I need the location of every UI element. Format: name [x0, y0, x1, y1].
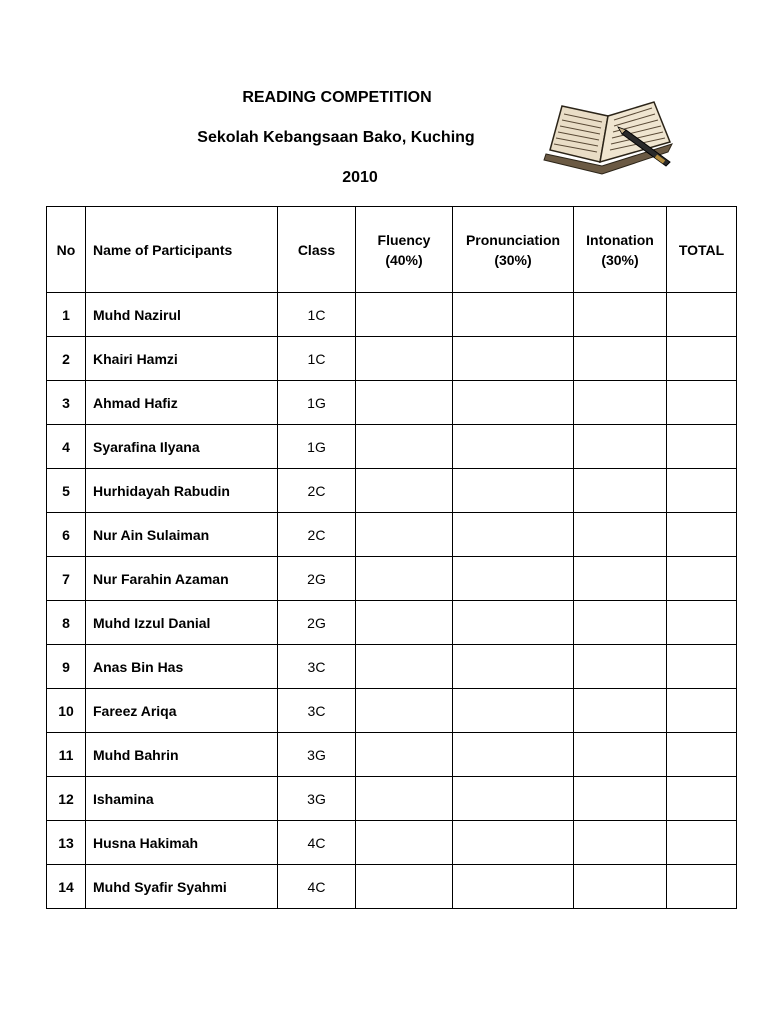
row-number: 4	[47, 425, 86, 469]
participant-name: Muhd Syafir Syahmi	[86, 865, 278, 909]
pronunciation-weight: (30%)	[494, 251, 532, 268]
total-score-cell	[667, 601, 737, 645]
participant-class: 2C	[278, 513, 356, 557]
participant-class: 3C	[278, 645, 356, 689]
column-header-pronunciation	[453, 207, 574, 293]
fluency-weight: (40%)	[385, 251, 423, 268]
participant-name: Ahmad Hafiz	[86, 381, 278, 425]
participant-name: Husna Hakimah	[86, 821, 278, 865]
participant-name: Hurhidayah Rabudin	[86, 469, 278, 513]
row-number: 6	[47, 513, 86, 557]
participant-name: Muhd Nazirul	[86, 293, 278, 337]
row-number: 14	[47, 865, 86, 909]
row-number: 3	[47, 381, 86, 425]
column-header-name: Name of Participants	[86, 207, 278, 293]
table-row	[47, 293, 737, 337]
column-header-fluency	[356, 207, 453, 293]
competition-year: 2010	[342, 169, 378, 186]
intonation-score-cell	[574, 645, 667, 689]
intonation-weight: (30%)	[601, 251, 639, 268]
score-sheet-table	[46, 206, 737, 909]
participant-name: Nur Farahin Azaman	[86, 557, 278, 601]
pronunciation-score-cell	[453, 733, 574, 777]
total-score-cell	[667, 513, 737, 557]
participant-class: 4C	[278, 865, 356, 909]
intonation-score-cell	[574, 689, 667, 733]
pronunciation-score-cell	[453, 425, 574, 469]
fluency-score-cell	[356, 381, 453, 425]
pronunciation-score-cell	[453, 337, 574, 381]
intonation-score-cell	[574, 777, 667, 821]
row-number: 7	[47, 557, 86, 601]
total-score-cell	[667, 381, 737, 425]
row-number: 10	[47, 689, 86, 733]
table-header-row	[47, 207, 737, 293]
table-row	[47, 425, 737, 469]
participant-name: Khairi Hamzi	[86, 337, 278, 381]
table-row	[47, 821, 737, 865]
table-row	[47, 381, 737, 425]
column-header-class: Class	[278, 207, 356, 293]
row-number: 1	[47, 293, 86, 337]
participant-name: Syarafina Ilyana	[86, 425, 278, 469]
participant-name: Ishamina	[86, 777, 278, 821]
participant-class: 3G	[278, 733, 356, 777]
pronunciation-label: Pronunciation	[465, 231, 561, 248]
pronunciation-score-cell	[453, 821, 574, 865]
intonation-score-cell	[574, 293, 667, 337]
total-score-cell	[667, 293, 737, 337]
open-book-illustration	[542, 96, 678, 176]
row-number: 2	[47, 337, 86, 381]
school-name: Sekolah Kebangsaan Bako, Kuching	[197, 129, 475, 146]
intonation-score-cell	[574, 557, 667, 601]
table-row	[47, 601, 737, 645]
total-score-cell	[667, 425, 737, 469]
column-header-intonation	[574, 207, 667, 293]
fluency-score-cell	[356, 425, 453, 469]
fluency-score-cell	[356, 513, 453, 557]
row-number: 12	[47, 777, 86, 821]
column-header-total: TOTAL	[667, 207, 737, 293]
fluency-score-cell	[356, 865, 453, 909]
table-row	[47, 645, 737, 689]
fluency-score-cell	[356, 469, 453, 513]
participant-name: Muhd Izzul Danial	[86, 601, 278, 645]
intonation-label: Intonation	[586, 231, 654, 248]
pronunciation-score-cell	[453, 381, 574, 425]
participant-class: 4C	[278, 821, 356, 865]
participant-name: Fareez Ariqa	[86, 689, 278, 733]
fluency-score-cell	[356, 293, 453, 337]
row-number: 13	[47, 821, 86, 865]
total-score-cell	[667, 557, 737, 601]
participant-class: 3G	[278, 777, 356, 821]
table-row	[47, 513, 737, 557]
pronunciation-score-cell	[453, 777, 574, 821]
column-header-no: No	[47, 207, 86, 293]
pronunciation-score-cell	[453, 469, 574, 513]
participant-class: 2G	[278, 601, 356, 645]
fluency-score-cell	[356, 601, 453, 645]
participant-class: 1C	[278, 337, 356, 381]
intonation-score-cell	[574, 381, 667, 425]
total-score-cell	[667, 689, 737, 733]
participant-class: 1G	[278, 381, 356, 425]
intonation-score-cell	[574, 601, 667, 645]
total-score-cell	[667, 733, 737, 777]
document-title: READING COMPETITION	[242, 89, 432, 106]
participant-name: Muhd Bahrin	[86, 733, 278, 777]
intonation-score-cell	[574, 337, 667, 381]
intonation-score-cell	[574, 425, 667, 469]
pronunciation-score-cell	[453, 689, 574, 733]
table-row	[47, 469, 737, 513]
fluency-score-cell	[356, 733, 453, 777]
pronunciation-score-cell	[453, 557, 574, 601]
row-number: 8	[47, 601, 86, 645]
fluency-score-cell	[356, 645, 453, 689]
participant-class: 1C	[278, 293, 356, 337]
pronunciation-score-cell	[453, 601, 574, 645]
total-score-cell	[667, 777, 737, 821]
table-row	[47, 337, 737, 381]
table-row	[47, 777, 737, 821]
total-score-cell	[667, 865, 737, 909]
participant-name: Anas Bin Has	[86, 645, 278, 689]
participant-name: Nur Ain Sulaiman	[86, 513, 278, 557]
row-number: 5	[47, 469, 86, 513]
fluency-score-cell	[356, 689, 453, 733]
row-number: 9	[47, 645, 86, 689]
total-score-cell	[667, 821, 737, 865]
fluency-label: Fluency	[377, 231, 431, 248]
table-row	[47, 689, 737, 733]
total-score-cell	[667, 645, 737, 689]
total-score-cell	[667, 469, 737, 513]
intonation-score-cell	[574, 821, 667, 865]
table-row	[47, 733, 737, 777]
pronunciation-score-cell	[453, 645, 574, 689]
pronunciation-score-cell	[453, 513, 574, 557]
table-row	[47, 557, 737, 601]
intonation-score-cell	[574, 733, 667, 777]
participant-class: 3C	[278, 689, 356, 733]
intonation-score-cell	[574, 865, 667, 909]
fluency-score-cell	[356, 337, 453, 381]
participant-class: 2C	[278, 469, 356, 513]
pronunciation-score-cell	[453, 865, 574, 909]
fluency-score-cell	[356, 557, 453, 601]
participant-class: 2G	[278, 557, 356, 601]
fluency-score-cell	[356, 821, 453, 865]
row-number: 11	[47, 733, 86, 777]
intonation-score-cell	[574, 469, 667, 513]
table-row	[47, 865, 737, 909]
intonation-score-cell	[574, 513, 667, 557]
fluency-score-cell	[356, 777, 453, 821]
total-score-cell	[667, 337, 737, 381]
pronunciation-score-cell	[453, 293, 574, 337]
participant-class: 1G	[278, 425, 356, 469]
